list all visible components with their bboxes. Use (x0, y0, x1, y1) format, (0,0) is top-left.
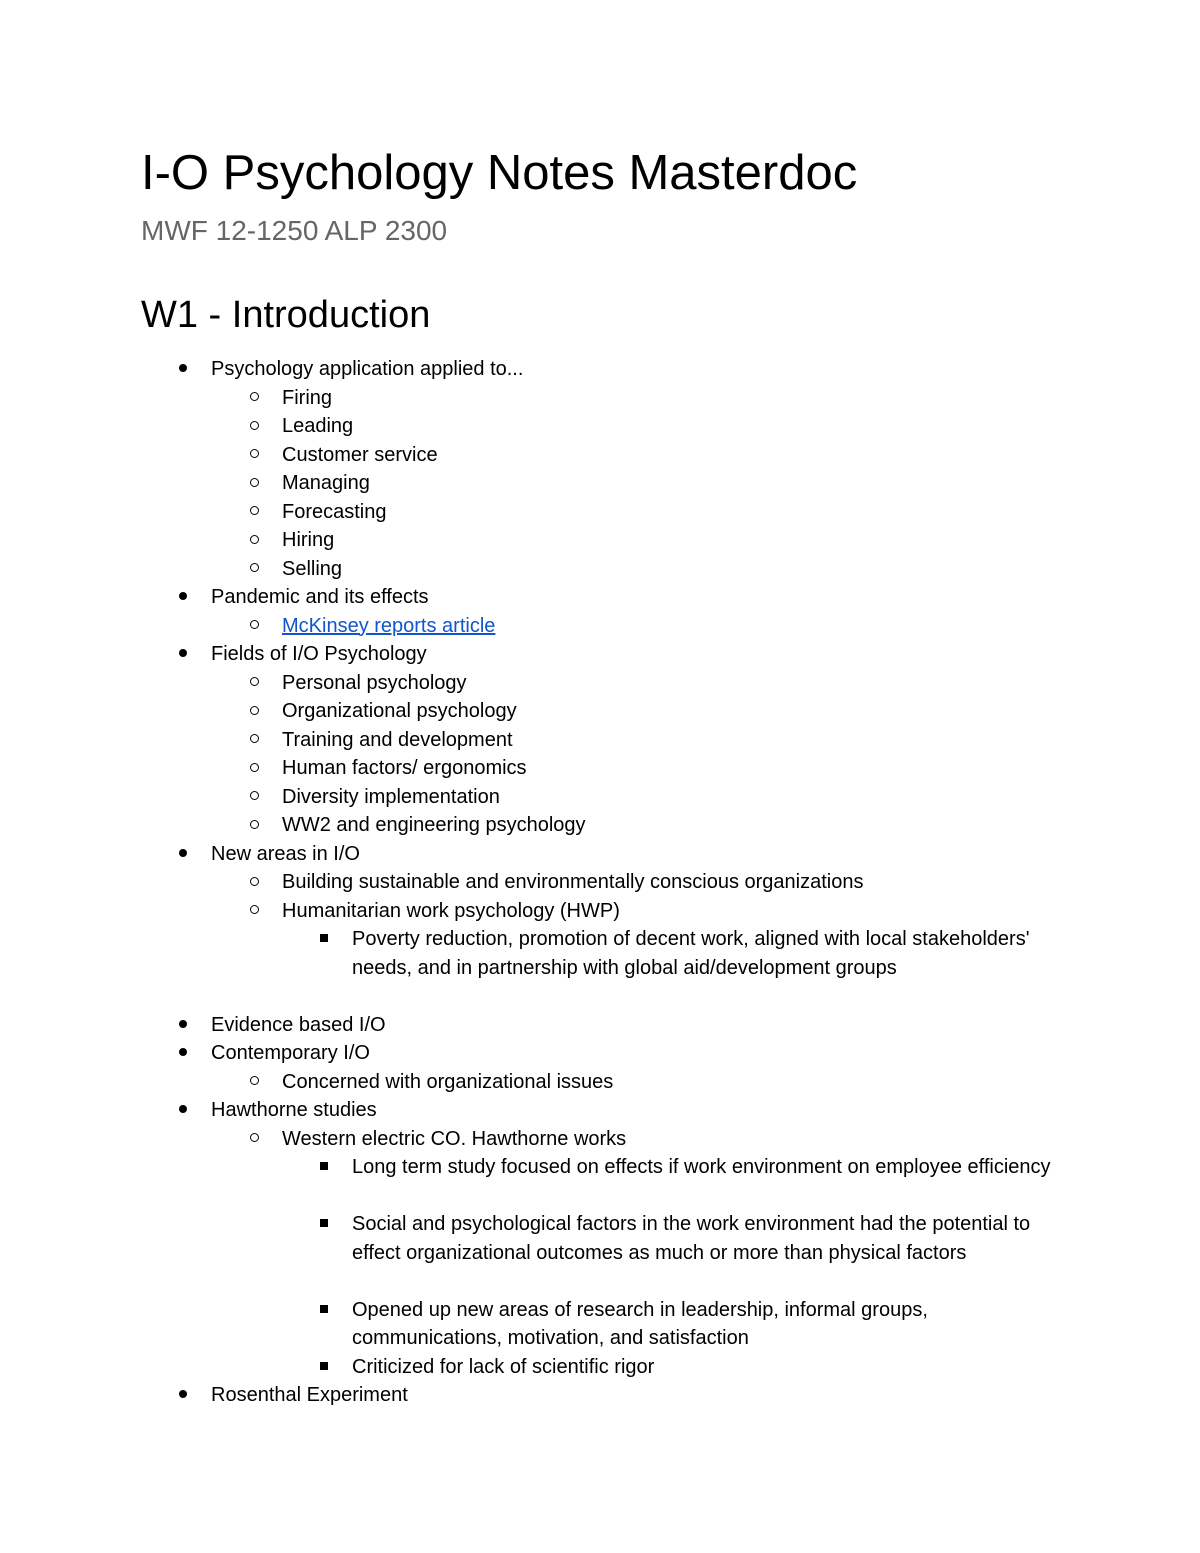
list-item-text: Fields of I/O Psychology (211, 643, 427, 665)
list-item-text: Organizational psychology (282, 700, 517, 722)
list-item-level-1 (0, 355, 1200, 384)
square-bullet-icon (314, 1296, 334, 1325)
list-item-level-1 (0, 1011, 1200, 1040)
list-item-level-1 (0, 840, 1200, 869)
square-bullet-icon (314, 1353, 334, 1382)
list-item-level-2 (0, 498, 1200, 527)
list-item-text: Criticized for lack of scientific rigor (352, 1355, 655, 1378)
filled-bullet-icon (173, 1011, 193, 1040)
list-item-level-2 (0, 783, 1200, 812)
list-item-text: Humanitarian work psychology (HWP) (282, 899, 620, 922)
hollow-bullet-icon (244, 726, 264, 755)
list-item-level-2 (0, 697, 1200, 726)
list-item-text: Rosenthal Experiment (211, 1384, 408, 1406)
list-item-text: Opened up new areas of research in leadership, informal groups, communications, motivation, and satisfaction (352, 1298, 928, 1349)
hollow-bullet-icon (244, 811, 264, 840)
list-item-text: Social and psychological factors in the work environment had the potential to effect organizational outcomes as much or more than physical factors (352, 1213, 1031, 1264)
list-item-level-2 (0, 868, 1200, 897)
filled-bullet-icon (173, 840, 193, 869)
list-item-level-2 (0, 384, 1200, 413)
list-item-level-2 (0, 1068, 1200, 1097)
hollow-bullet-icon (244, 526, 264, 555)
list-item-level-2 (0, 441, 1200, 470)
list-item-text: Poverty reduction, promotion of decent work, aligned with local stakeholders' needs, and in partnership with global aid/development groups (352, 928, 1030, 979)
list-item-level-3 (0, 1153, 1200, 1210)
list-item-level-2 (0, 811, 1200, 840)
document-subtitle: MWF 12-1250 ALP 2300 (141, 215, 448, 246)
hollow-bullet-icon (244, 612, 264, 641)
hollow-bullet-icon (244, 469, 264, 498)
list-item-level-1 (0, 583, 1200, 612)
filled-bullet-icon (173, 1039, 193, 1068)
list-item-text: WW2 and engineering psychology (282, 814, 586, 836)
list-item-text: Contemporary I/O (211, 1042, 370, 1064)
section-heading: W1 - Introduction (141, 294, 431, 336)
list-item-level-2 (0, 1125, 1200, 1154)
list-item-text: Pandemic and its effects (211, 586, 429, 608)
list-item-level-2 (0, 897, 1200, 926)
hollow-bullet-icon (244, 697, 264, 726)
hollow-bullet-icon (244, 498, 264, 527)
filled-bullet-icon (173, 583, 193, 612)
list-item-text: New areas in I/O (211, 842, 360, 865)
notes-outline (0, 355, 1200, 1410)
list-item-level-1 (0, 1039, 1200, 1068)
hollow-bullet-icon (244, 441, 264, 470)
list-item-text: Selling (282, 557, 343, 580)
list-item-text: Concerned with organizational issues (282, 1070, 614, 1093)
list-item-text: Human factors/ ergonomics (282, 757, 527, 779)
hollow-bullet-icon (244, 1125, 264, 1154)
list-item-text: Forecasting (282, 500, 387, 523)
list-item-text: Diversity implementation (282, 785, 500, 808)
square-bullet-icon (314, 1153, 334, 1182)
filled-bullet-icon (173, 640, 193, 669)
list-item-text: Hawthorne studies (211, 1099, 377, 1121)
list-item-level-2 (0, 555, 1200, 584)
square-bullet-icon (314, 925, 334, 954)
document-title: I-O Psychology Notes Masterdoc (141, 146, 858, 200)
list-item-text: Leading (282, 415, 354, 437)
list-item-level-3 (0, 1296, 1200, 1353)
list-item-level-3 (0, 1210, 1200, 1296)
list-item-text: Long term study focused on effects if work environment on employee efficiency (352, 1156, 1051, 1178)
filled-bullet-icon (173, 1381, 193, 1410)
list-item-text: Psychology application applied to... (211, 358, 524, 380)
list-item-text: Hiring (282, 529, 335, 551)
list-item-text: Western electric CO. Hawthorne works (282, 1127, 627, 1150)
list-item-level-2 (0, 754, 1200, 783)
hollow-bullet-icon (244, 412, 264, 441)
hollow-bullet-icon (244, 754, 264, 783)
list-item-level-2 (0, 726, 1200, 755)
hollow-bullet-icon (244, 783, 264, 812)
hollow-bullet-icon (244, 868, 264, 897)
hollow-bullet-icon (244, 669, 264, 698)
hollow-bullet-icon (244, 384, 264, 413)
filled-bullet-icon (173, 355, 193, 384)
list-item-level-1 (0, 1381, 1200, 1410)
list-item-text: Evidence based I/O (211, 1013, 386, 1036)
list-item-level-3 (0, 925, 1200, 1011)
list-item-level-2 (0, 612, 1200, 641)
list-item-level-1 (0, 1096, 1200, 1125)
list-item-text: Building sustainable and environmentally conscious organizations (282, 871, 864, 893)
article-link[interactable]: McKinsey reports article (282, 614, 496, 637)
list-item-level-3 (0, 1353, 1200, 1382)
filled-bullet-icon (173, 1096, 193, 1125)
square-bullet-icon (314, 1210, 334, 1239)
list-item-text: Personal psychology (282, 671, 467, 694)
list-item-text: Training and development (282, 728, 513, 751)
list-item-text: Customer service (282, 443, 438, 466)
list-item-level-1 (0, 640, 1200, 669)
list-item-level-2 (0, 526, 1200, 555)
list-item-text: Firing (282, 386, 333, 409)
list-item-text: Managing (282, 472, 370, 494)
list-item-level-2 (0, 412, 1200, 441)
list-item-level-2 (0, 469, 1200, 498)
list-item-level-2 (0, 669, 1200, 698)
hollow-bullet-icon (244, 1068, 264, 1097)
hollow-bullet-icon (244, 897, 264, 926)
hollow-bullet-icon (244, 555, 264, 584)
